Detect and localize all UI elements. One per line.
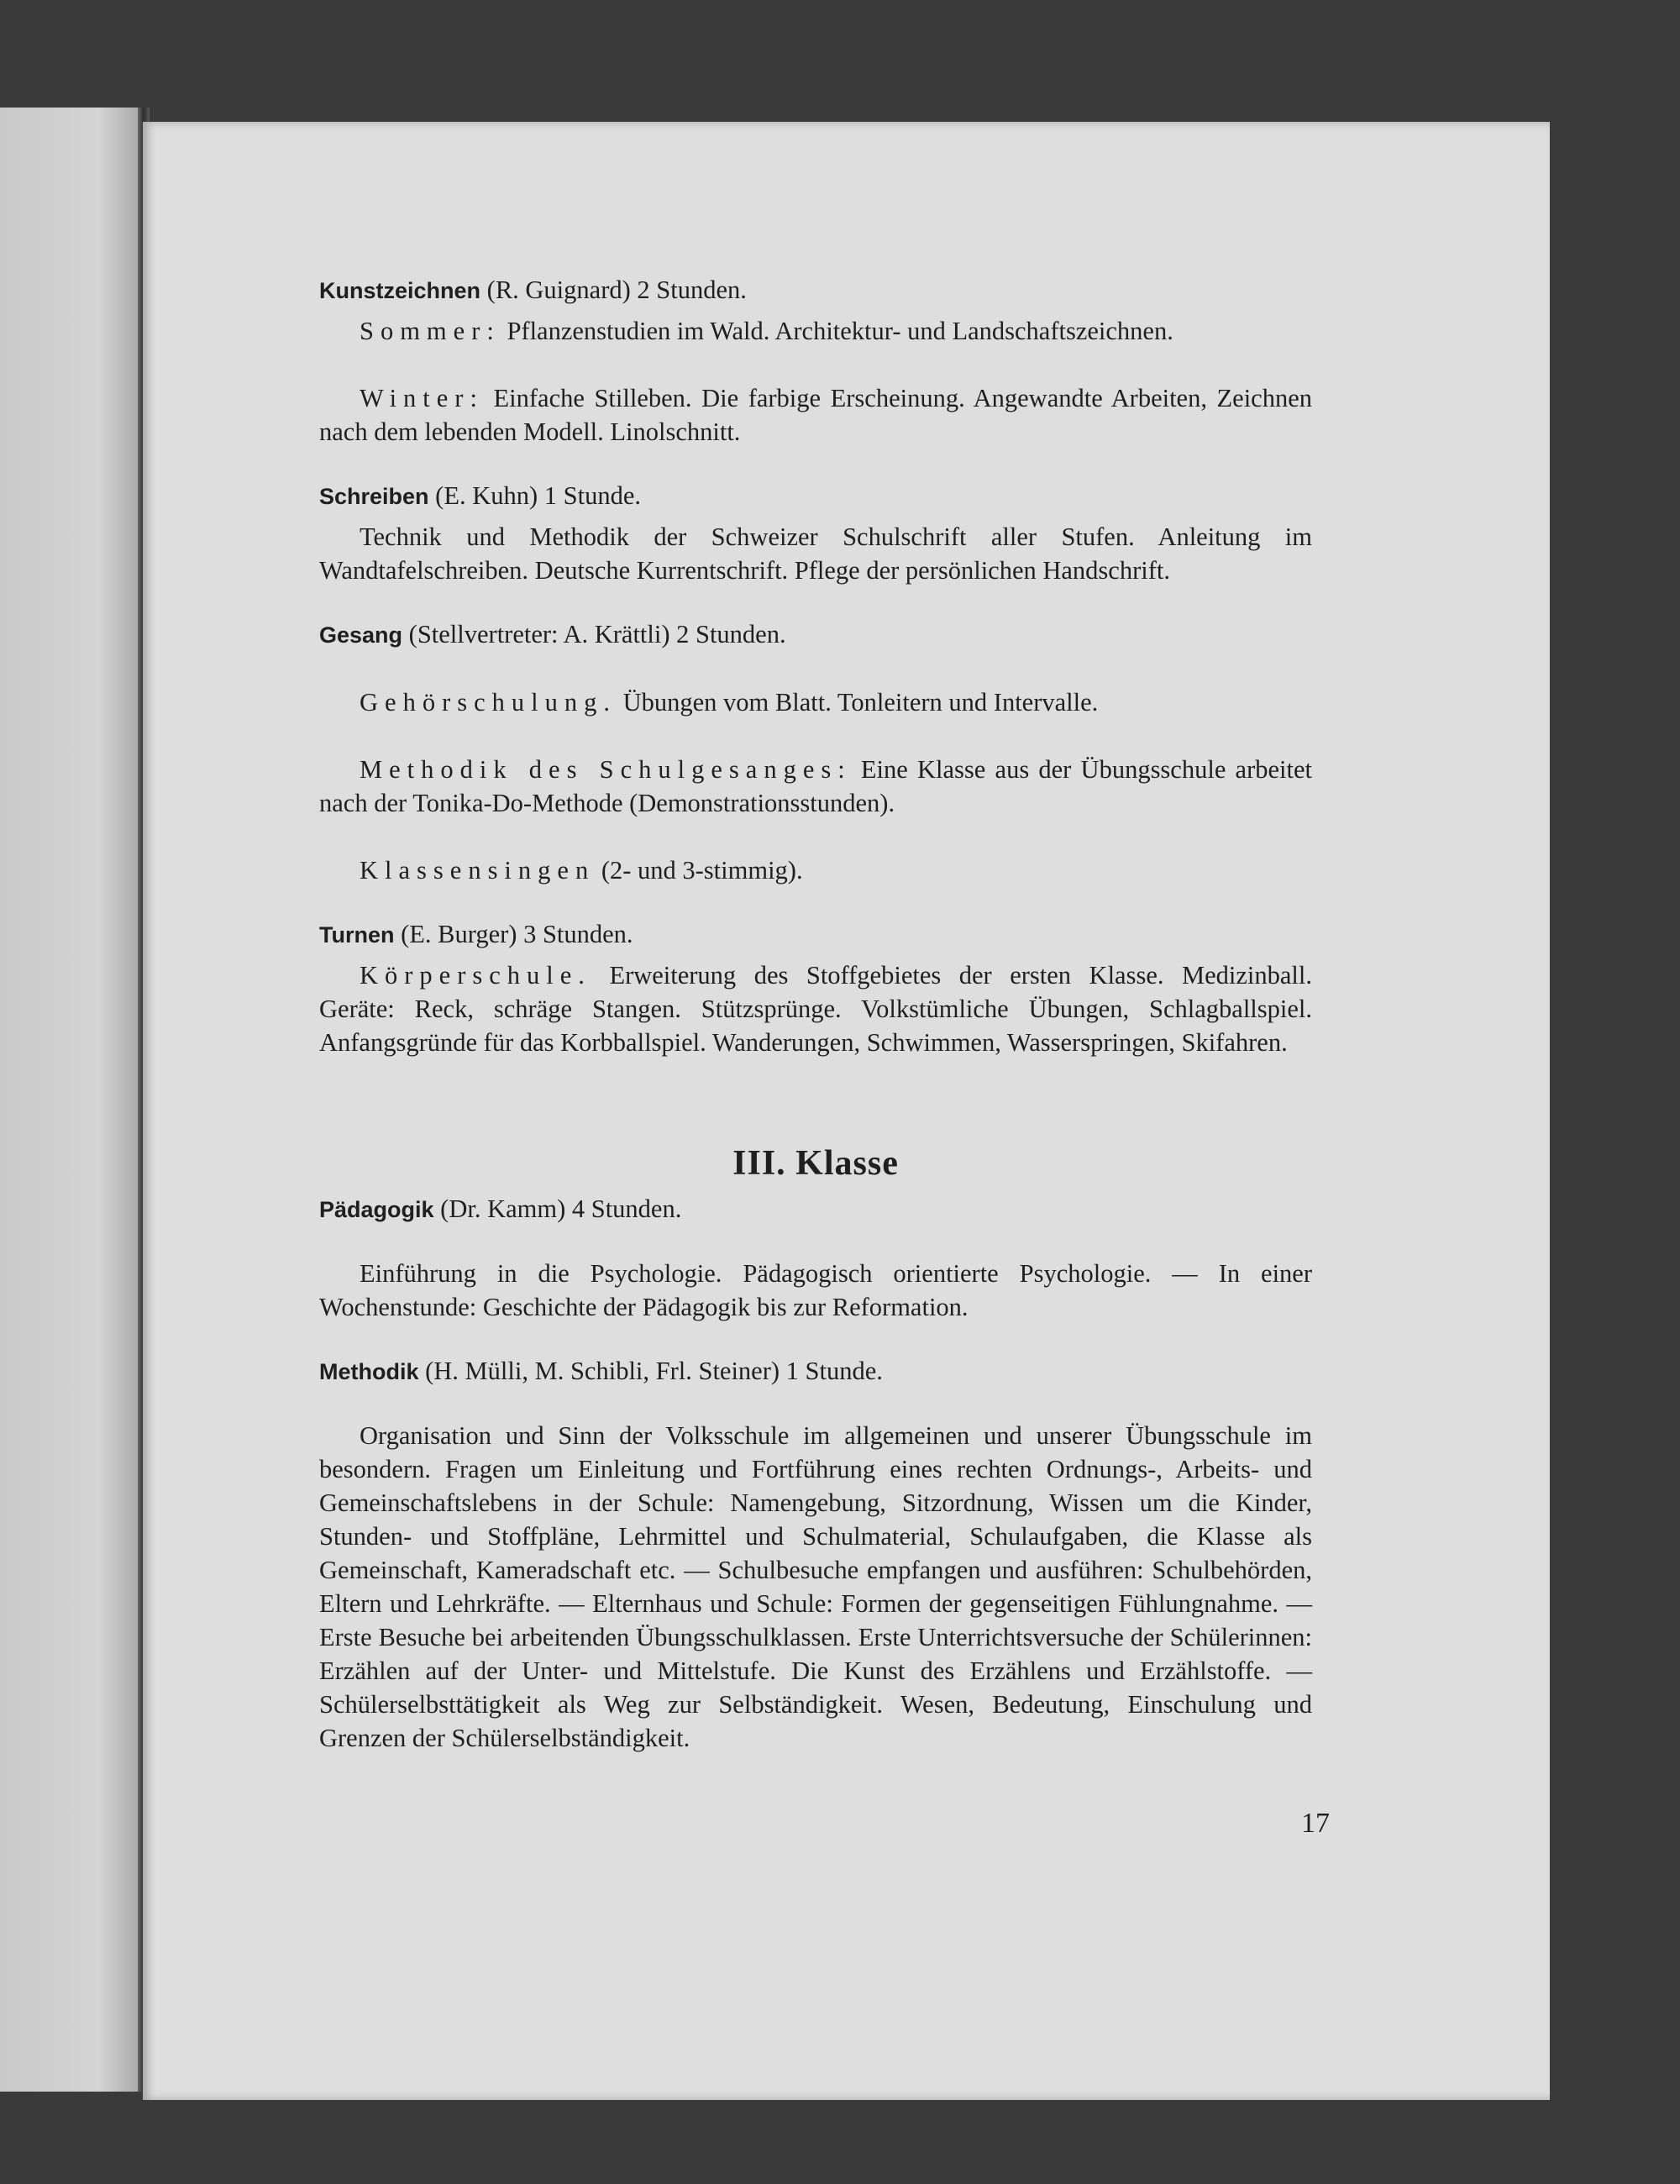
koerperschule-label: Körperschule.	[360, 961, 591, 990]
schreiben-text: Technik und Methodik der Schweizer Schulschrift aller Stufen. Anleitung im Wandtafelschreiben. Deutsche Kurrentschrift. Pflege der persönlichen Handschrift.	[319, 522, 1312, 585]
klassensingen-label: Klassensingen	[360, 856, 596, 885]
klassensingen-text: (2- und 3-stimmig).	[601, 856, 803, 885]
schulgesang-label: Methodik des Schulgesanges:	[360, 755, 852, 784]
gehoerschulung-text: Übungen vom Blatt. Tonleitern und Intervalle.	[622, 688, 1099, 717]
paedagogik-title: Pädagogik	[319, 1197, 434, 1222]
gesang-info: (Stellvertreter: A. Krättli) 2 Stunden.	[408, 620, 786, 648]
page-content	[319, 273, 1312, 1755]
paedagogik-info: (Dr. Kamm) 4 Stunden.	[440, 1194, 682, 1223]
gesang-gehoerschulung	[319, 685, 1312, 719]
kunstzeichnen-heading	[319, 273, 1312, 307]
methodik-text: Organisation und Sinn der Volksschule im allgemeinen und unserer Übungsschule im besondern. Fragen um Einleitung und Fortführung eines rechten Ordnungs-, Arbeits- und Gemeinschaftslebens in der Schule: Namengebung, Sitzordnung, Wissen um die Kinder, Stunden- und Stoffpläne, Lehrmittel und Schulmaterial, Schulaufgaben, die Klasse als Gemeinschaft, Kameradschaft etc. — Schulbesuche empfangen und ausführen: Schulbehörden, Eltern und Lehrkräfte. — Elternhaus und Schule: Formen der gegenseitigen Fühlungnahme. — Erste Besuche bei arbeitenden Übungsschulklassen. Erste Unterrichtsversuche der Schülerinnen: Erzählen auf der Unter- und Mittelstufe. Die Kunst des Erzählens und Erzählstoffe. — Schülerselbsttätigkeit als Weg zur Selbständigkeit. Wesen, Bedeutung, Einschulung und Grenzen der Schülerselbständigkeit.	[319, 1421, 1312, 1752]
winter-label: Winter:	[360, 384, 484, 412]
gesang-methodik	[319, 753, 1312, 820]
methodik-heading	[319, 1354, 1312, 1389]
klasse-heading: III. Klasse	[732, 1144, 899, 1183]
schreiben-heading	[319, 479, 1312, 513]
page-number: 17	[1301, 1808, 1330, 1839]
kunstzeichnen-title: Kunstzeichnen	[319, 278, 481, 303]
winter-text: Einfache Stilleben. Die farbige Erscheinung. Angewandte Arbeiten, Zeichnen nach dem lebenden Modell. Linolschnitt.	[319, 384, 1313, 446]
facing-page-edge	[0, 108, 141, 2092]
koerperschule-text: Erweiterung des Stoffgebietes der ersten Klasse. Medizinball. Geräte: Reck, schräge Stangen. Stützsprünge. Volkstümliche Übungen, Schlagballspiel. Anfangsgründe für das Korbballspiel. Wanderungen, Schwimmen, Wasserspringen, Skifahren.	[319, 961, 1312, 1057]
turnen-heading	[319, 917, 1312, 952]
sommer-text: Pflanzenstudien im Wald. Architektur- und Landschaftszeichnen.	[507, 317, 1173, 345]
methodik-info: (H. Mülli, M. Schibli, Frl. Steiner) 1 Stunde.	[425, 1357, 883, 1385]
schreiben-info: (E. Kuhn) 1 Stunde.	[435, 481, 641, 510]
gesang-title: Gesang	[319, 622, 403, 648]
gesang-klassensingen	[319, 853, 1312, 887]
kunstzeichnen-info: (R. Guignard) 2 Stunden.	[486, 276, 747, 304]
gehoerschulung-label: Gehörschulung.	[360, 688, 617, 717]
document-page	[143, 122, 1550, 2100]
paedagogik-heading	[319, 1192, 1312, 1226]
paedagogik-text: Einführung in die Psychologie. Pädagogisch orientierte Psychologie. — In einer Wochenstunde: Geschichte der Pädagogik bis zur Reformation.	[319, 1259, 1312, 1321]
turnen-koerperschule	[319, 958, 1312, 1059]
schreiben-title: Schreiben	[319, 484, 429, 509]
turnen-info: (E. Burger) 3 Stunden.	[401, 920, 633, 948]
sommer-label: Sommer:	[360, 317, 501, 345]
kunstzeichnen-sommer	[319, 314, 1312, 348]
kunstzeichnen-winter	[319, 381, 1312, 449]
turnen-title: Turnen	[319, 922, 395, 948]
schulgesang-text: Eine Klasse aus der Übungsschule arbeitet nach der Tonika-Do-Methode (Demonstrationsstunden).	[319, 755, 1312, 817]
methodik-title: Methodik	[319, 1359, 419, 1384]
gesang-heading	[319, 617, 1312, 652]
